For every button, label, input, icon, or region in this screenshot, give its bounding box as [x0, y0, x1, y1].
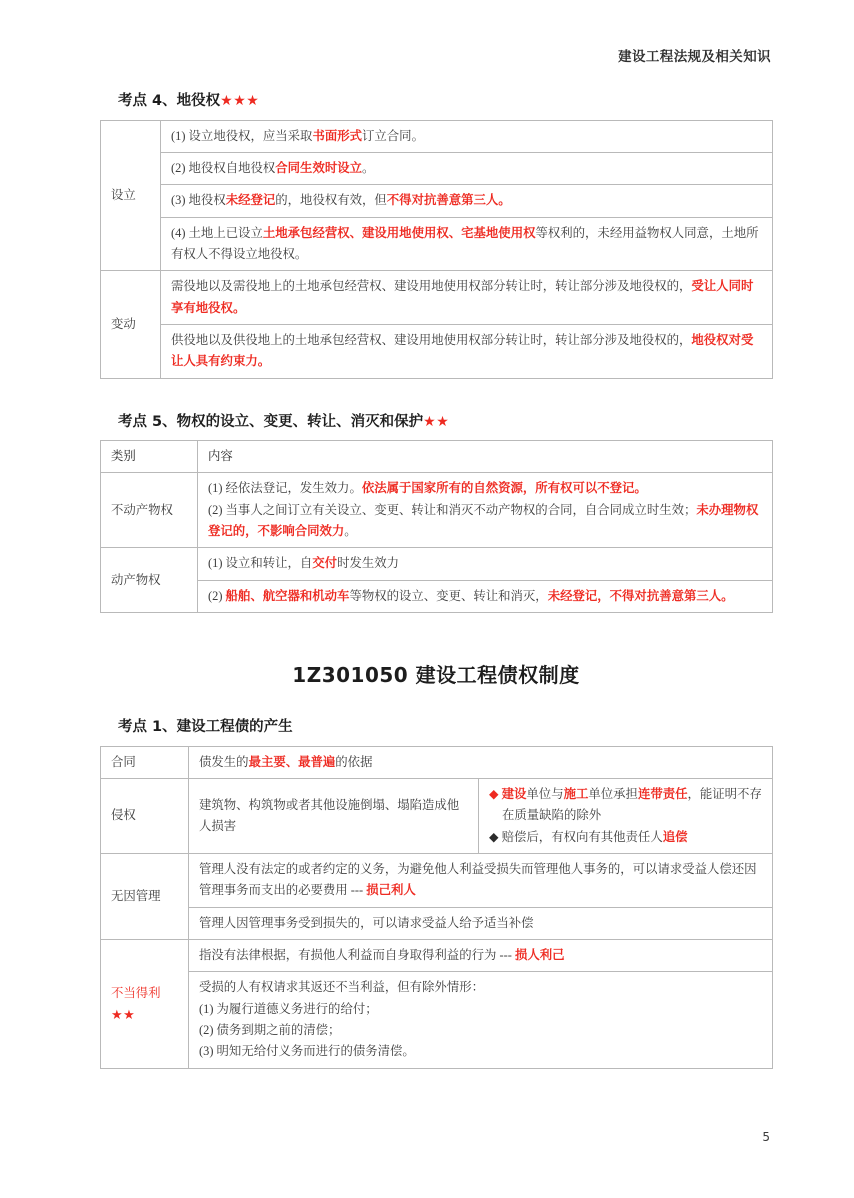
- bullet-item: [489, 827, 763, 848]
- text-plain: 等权利的，未经用益物权人同意，土地所有权人不得设立地役权。: [171, 225, 759, 261]
- bullet-item: [489, 784, 763, 827]
- text-plain: 的，地役权有效，但: [275, 193, 387, 208]
- heading-kaodian-4-stars: ★★★: [220, 93, 260, 109]
- text-plain: 单位承担: [588, 786, 638, 801]
- text-highlight: 合同生效时设立: [275, 160, 363, 175]
- text-highlight: 追偿: [662, 829, 688, 844]
- cell-contract-content: [189, 746, 773, 778]
- text-highlight: 书面形式: [312, 128, 363, 143]
- text-plain: (1) 经依法登记，发生效力。: [208, 481, 362, 496]
- spacer: [100, 613, 772, 659]
- text-highlight: 船舶、航空器和机动车: [225, 588, 350, 603]
- text-highlight: 土地承包经营权、建设用地使用权、宅基地使用权: [262, 225, 536, 240]
- row-label-immovable: 不动产物权: [101, 473, 198, 548]
- row-label-unjust-enrichment-text: 不当得利: [111, 986, 161, 1001]
- cell-change-2: [161, 324, 773, 378]
- table-row: [101, 972, 773, 1068]
- text-plain: 供役地以及供役地上的土地承包经营权、建设用地使用权部分转让时，转让部分涉及地役权的，: [171, 332, 692, 347]
- table-header-row: [101, 441, 773, 473]
- table-row: [101, 152, 773, 184]
- table-row: [101, 271, 773, 325]
- heading-kaodian-4-text: 考点 4、地役权: [118, 93, 221, 109]
- heading-kaodian-4: [118, 92, 772, 112]
- row-label-unjust-enrichment-stars: ★★: [111, 1006, 136, 1022]
- text-plain: 时发生效力: [337, 556, 400, 571]
- text-plain: 指没有法律根据，有损他人利益而自身取得利益的行为 ---: [199, 947, 515, 962]
- cell-tort-left: [189, 778, 479, 853]
- table-row: [101, 324, 773, 378]
- cell-movable-1: [198, 548, 773, 580]
- heading-kaodian-1-text: 考点 1、建设工程债的产生: [118, 719, 293, 736]
- table-row: [101, 548, 773, 580]
- text-plain: (2): [208, 588, 226, 603]
- text-highlight: 损人利己: [514, 947, 565, 962]
- row-label-setup: 设立: [101, 120, 161, 271]
- row-label-contract: 合同: [101, 746, 189, 778]
- table-row: [101, 217, 773, 271]
- text-plain: (1) 设立地役权，应当采取: [171, 128, 313, 143]
- heading-kaodian-1: [118, 718, 772, 738]
- diamond-bullet-red-icon: ◆: [489, 786, 499, 801]
- text-plain: 订立合同。: [362, 128, 424, 143]
- list-item: (3) 明知无给付义务而进行的债务清偿。: [199, 1044, 415, 1059]
- cell-tort-right: [479, 778, 773, 853]
- cell-movable-2: [198, 580, 773, 612]
- row-label-unjust-enrichment: [101, 939, 189, 1068]
- table-zhaiquan: [100, 746, 773, 1069]
- text-highlight: 未经登记: [225, 193, 276, 208]
- table-row: [101, 746, 773, 778]
- text-plain: 。: [362, 160, 375, 175]
- text-highlight: 最主要、最普遍: [248, 754, 336, 769]
- list-item: (1) 为履行道德义务进行的给付；: [199, 1001, 378, 1016]
- line-1: [208, 478, 763, 499]
- row-label-movable: 动产物权: [101, 548, 198, 613]
- table-row: [101, 120, 773, 152]
- table-row: [101, 580, 773, 612]
- cell-setup-1: [161, 120, 773, 152]
- table-row: [101, 853, 773, 907]
- text-plain: (2) 当事人之间订立有关设立、变更、转让和消灭不动产物权的合同，自合同成立时生效；: [208, 502, 697, 517]
- cell-unjust-1: [189, 939, 773, 971]
- cell-setup-2: [161, 152, 773, 184]
- diamond-bullet-black-icon: ◆: [489, 829, 499, 844]
- table-wuquan: [100, 440, 773, 613]
- text-plain: 的依据: [335, 754, 373, 769]
- spacer: [100, 688, 772, 718]
- page-content: [100, 92, 772, 1069]
- table-row: [101, 778, 773, 853]
- heading-kaodian-5-stars: ★★: [423, 413, 450, 430]
- text-plain: (2) 地役权自地役权: [171, 160, 276, 175]
- cell-setup-4: [161, 217, 773, 271]
- text-plain: (4) 土地上已设立: [171, 225, 263, 240]
- line-2: [208, 500, 763, 543]
- text-plain: 建筑物、构筑物或者其他设施倒塌、塌陷造成他人损害: [199, 797, 460, 833]
- table-diyiquan: [100, 120, 773, 379]
- heading-kaodian-5: [118, 413, 772, 433]
- text-plain: 需役地以及需役地上的土地承包经营权、建设用地使用权部分转让时，转让部分涉及地役权的，: [171, 279, 692, 294]
- table-row: [101, 939, 773, 971]
- table-row: [101, 473, 773, 548]
- text-highlight: 损己利人: [366, 883, 416, 898]
- page-number: 5: [762, 1130, 770, 1144]
- text-highlight: 施工: [563, 786, 589, 801]
- list-item: (2) 债务到期之前的清偿；: [199, 1022, 341, 1037]
- text-highlight: 未办理物权登记的，不影响合同效力: [208, 502, 759, 539]
- text-highlight: 未经登记，不得对抗善意第三人。: [547, 588, 734, 603]
- row-label-negotiorum: 无因管理: [101, 853, 189, 939]
- text-plain: 。: [344, 524, 357, 539]
- spacer: [100, 379, 772, 413]
- table-row: [101, 907, 773, 939]
- cell-negotiorum-1: [189, 853, 773, 907]
- text-highlight: 受让人同时享有地役权。: [171, 279, 754, 315]
- text-highlight: 不得对抗善意第三人。: [386, 193, 511, 208]
- table-row: [101, 185, 773, 217]
- text-highlight: 地役权对受让人具有约束力。: [171, 332, 754, 369]
- row-label-change: 变动: [101, 271, 161, 378]
- column-header-category: 类别: [101, 441, 198, 473]
- text-highlight: 连带责任: [637, 786, 688, 801]
- text-plain: 债发生的: [199, 754, 249, 769]
- cell-change-1: [161, 271, 773, 325]
- text-plain: (1) 设立和转让，自: [208, 556, 313, 571]
- text-highlight: 建设: [501, 786, 527, 801]
- text-highlight: 交付: [312, 556, 338, 571]
- list-intro: 受损的人有权请求其返还不当利益，但有除外情形：: [199, 980, 484, 995]
- heading-kaodian-5-text: 考点 5、物权的设立、变更、转让、消灭和保护: [118, 413, 424, 430]
- cell-unjust-2: [189, 972, 773, 1068]
- column-header-content: 内容: [198, 441, 773, 473]
- running-header: 建设工程法规及相关知识: [618, 49, 771, 65]
- text-plain: 赔偿后，有权向有其他责任人: [501, 829, 663, 844]
- chapter-title: 1Z301050 建设工程债权制度: [292, 663, 580, 688]
- text-plain: 管理人没有法定的或者约定的义务，为避免他人利益受损失而管理他人事务的，可以请求受益人偿还因管理事务而支出的必要费用 ---: [199, 861, 757, 898]
- text-highlight: 依法属于国家所有的自然资源，所有权可以不登记。: [361, 481, 647, 496]
- cell-immovable-content: [198, 473, 773, 548]
- text-plain: 等物权的设立、变更、转让和消灭，: [349, 588, 548, 603]
- cell-negotiorum-2: 管理人因管理事务受到损失的，可以请求受益人给予适当补偿: [189, 907, 773, 939]
- cell-setup-3: [161, 185, 773, 217]
- text-plain: ，能证明不存在质量缺陷的除外: [502, 786, 762, 823]
- text-plain: 单位与: [526, 786, 564, 801]
- text-plain: (3) 地役权: [171, 193, 226, 208]
- row-label-tort: 侵权: [101, 778, 189, 853]
